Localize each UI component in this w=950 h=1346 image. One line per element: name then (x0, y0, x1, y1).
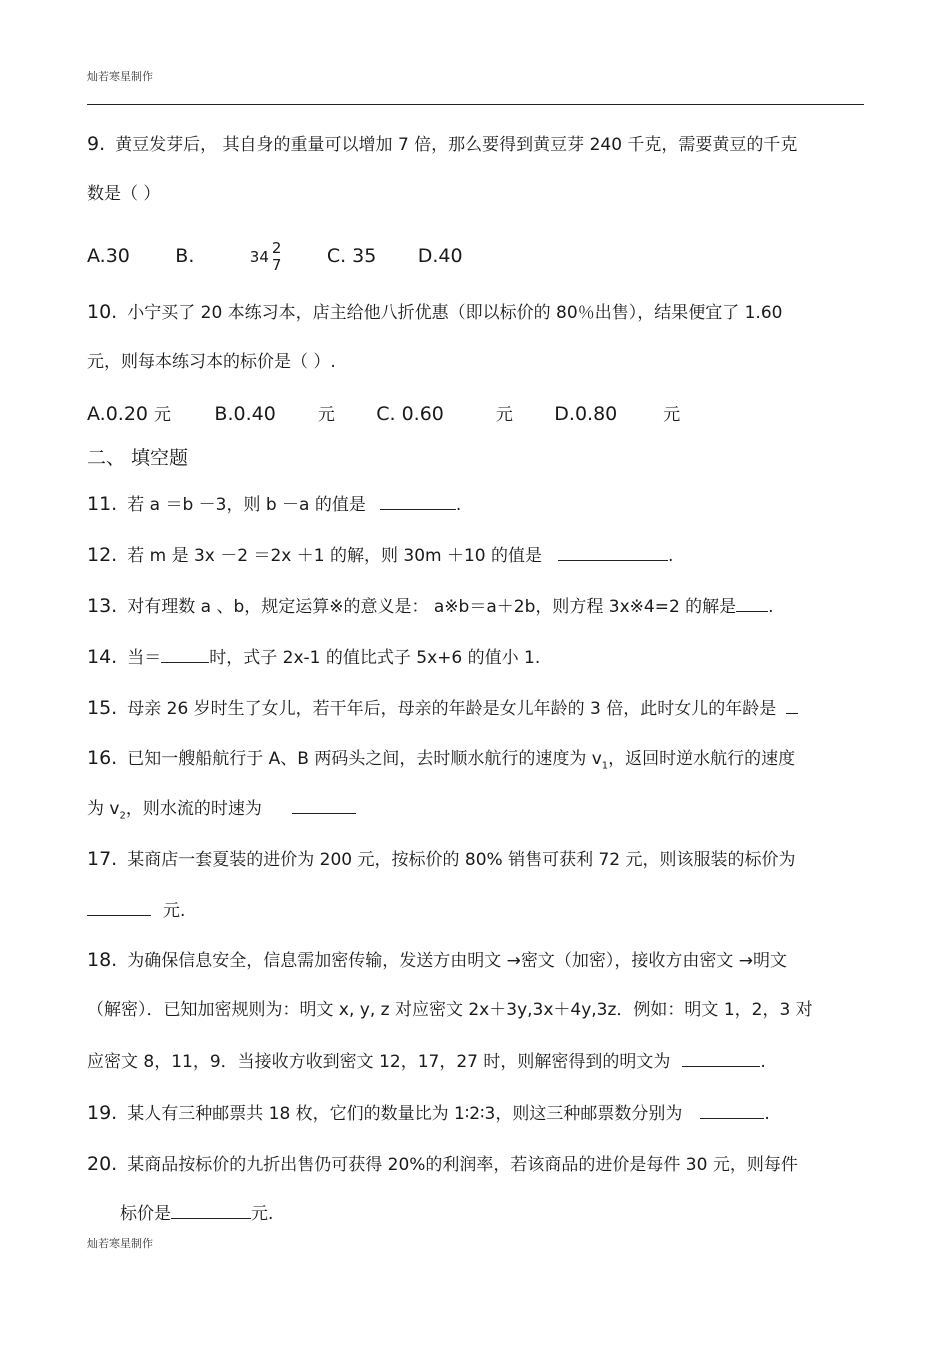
q11-end: . (455, 495, 462, 515)
q15-text: 母亲 26 岁时生了女儿，若干年后，母亲的年龄是女儿年龄的 3 倍，此时女儿的年龄是 (127, 699, 777, 719)
q9-number: 9. (87, 133, 106, 155)
q12-text: 若 m 是 3x －2 ＝2x ＋1 的解，则 30m ＋10 的值是 (127, 546, 543, 566)
q16-text-b: ，返回时逆水航行的速度 (608, 749, 796, 769)
q20-line2 (120, 1201, 273, 1226)
q10-line2 (87, 350, 336, 374)
q13-end: . (768, 597, 774, 617)
q9-option-b-whole: 34 (249, 248, 269, 266)
q10-number: 10. (87, 301, 118, 323)
q9-line1 (87, 132, 797, 157)
q15-number: 15. (87, 697, 118, 719)
q20-text-cont: 标价是 (120, 1204, 171, 1224)
q14-number: 14. (87, 646, 118, 668)
q10-options (87, 402, 680, 427)
q9-option-d: D.40 (417, 245, 463, 267)
q16-line2 (87, 796, 356, 828)
q9-option-c: C. 35 (326, 245, 377, 267)
q9-option-b-denominator: 7 (271, 256, 282, 274)
q16-number: 16. (87, 747, 118, 769)
q18-answer-blank[interactable] (682, 1049, 760, 1067)
q13 (87, 594, 774, 619)
q13-text: 对有理数 a 、b，规定运算※的意义是： a※b＝a＋2b，则方程 3x※4=2 的解是 (127, 597, 737, 617)
q16-line1 (87, 746, 795, 778)
q16-sub2: 2 (119, 810, 126, 822)
q16-answer-blank[interactable] (292, 796, 356, 814)
q10-option-c-unit: 元 (495, 405, 513, 425)
q18-text-cont2: 应密文 8，11，9．当接收方收到密文 12，17，27 时，则解密得到的明文为 (87, 1052, 671, 1072)
q18-text-cont: （解密）．已知加密规则为：明文 x, y, z 对应密文 2x＋3y,3x＋4y,3z．例如：明文 1，2，3 对 (87, 1000, 813, 1020)
page-header: 灿若寒星制作 (87, 70, 153, 83)
q20-end: 元. (251, 1204, 274, 1224)
q12 (87, 543, 673, 568)
q17-answer-blank[interactable] (87, 898, 151, 916)
q13-answer-blank[interactable] (736, 594, 768, 612)
q12-answer-blank[interactable] (558, 543, 668, 561)
q20-line1 (87, 1152, 798, 1177)
q15 (87, 696, 798, 721)
q10-option-d-unit: 元 (663, 405, 681, 425)
page-footer: 灿若寒星制作 (87, 1237, 153, 1250)
q19 (87, 1101, 770, 1126)
header-rule (87, 104, 864, 105)
q10-option-d: D.0.80 (554, 403, 618, 425)
q17-line2 (87, 898, 185, 923)
q14 (87, 645, 540, 670)
q17-text-cont: 元. (163, 901, 186, 921)
q11-answer-blank[interactable] (380, 492, 456, 510)
q9-option-b-fraction (272, 240, 282, 274)
q9-text: 黄豆发芽后， 其自身的重量可以增加 7 倍，那么要得到黄豆芽 240 千克，需要黄豆的千克 (115, 135, 798, 155)
q18-line2 (87, 998, 813, 1022)
q17-text: 某商店一套夏装的进价为 200 元，按标价的 80% 销售可获利 72 元，则该服装的标价为 (127, 850, 796, 870)
q10-line1 (87, 300, 782, 325)
q14-text-post: 时，式子 2x-1 的值比式子 5x+6 的值小 1. (209, 648, 541, 668)
q9-line2 (87, 182, 160, 206)
q16-text-cont-b: ，则水流的时速为 (125, 799, 262, 819)
q17-line1 (87, 847, 796, 872)
section-heading: 二、 填空题 (87, 447, 189, 469)
q18-line1 (87, 948, 787, 973)
q19-number: 19. (87, 1102, 118, 1124)
q16-sub1: 1 (601, 760, 609, 772)
q16-text: 已知一艘船航行于 A、B 两码头之间，去时顺水航行的速度为 v (127, 749, 602, 769)
q14-text-pre: 当＝ (127, 648, 162, 668)
q17-number: 17. (87, 848, 118, 870)
q18-number: 18. (87, 949, 118, 971)
q18-text: 为确保信息安全，信息需加密传输，发送方由明文 →密文（加密），接收方由密文 →明文 (127, 951, 788, 971)
q20-number: 20. (87, 1153, 118, 1175)
q11-number: 11. (87, 493, 118, 515)
q19-text: 某人有三种邮票共 18 枚，它们的数量比为 1∶2∶3，则这三种邮票数分别为 (127, 1104, 683, 1124)
q9-text-cont: 数是（ ） (87, 184, 161, 204)
q20-answer-blank[interactable] (171, 1201, 251, 1219)
q19-answer-blank[interactable] (700, 1101, 764, 1119)
q10-option-c: C. 0.60 (376, 403, 444, 425)
q20-text: 某商品按标价的九折出售仍可获得 20%的利润率，若该商品的进价是每件 30 元，则每件 (127, 1155, 798, 1175)
q10-option-b-unit: 元 (317, 405, 335, 425)
q13-number: 13. (87, 595, 118, 617)
q9-option-a: A.30 (87, 245, 130, 267)
q19-end: . (764, 1104, 770, 1124)
q12-end: . (668, 546, 674, 566)
q11-text: 若 a ＝b －3，则 b －a 的值是 (127, 495, 366, 515)
q9-option-b-numerator: 2 (271, 239, 282, 257)
q9-option-b: B. (175, 245, 195, 267)
q11 (87, 492, 461, 517)
q18-end: . (760, 1052, 766, 1072)
q18-line3 (87, 1049, 766, 1074)
q10-text-cont: 元，则每本练习本的标价是（ ）. (87, 352, 336, 372)
q15-answer-blank[interactable] (786, 696, 798, 714)
q10-option-a: A.0.20 (87, 403, 149, 425)
q16-text-cont: 为 v (87, 799, 120, 819)
q12-number: 12. (87, 544, 118, 566)
q9-options (87, 240, 463, 274)
q14-answer-blank[interactable] (161, 645, 209, 663)
q10-option-a-unit: 元 (154, 405, 172, 425)
q10-text: 小宁买了 20 本练习本，店主给他八折优惠（即以标价的 80％出售），结果便宜了 1.60 (127, 303, 783, 323)
q10-option-b: B.0.40 (214, 403, 276, 425)
